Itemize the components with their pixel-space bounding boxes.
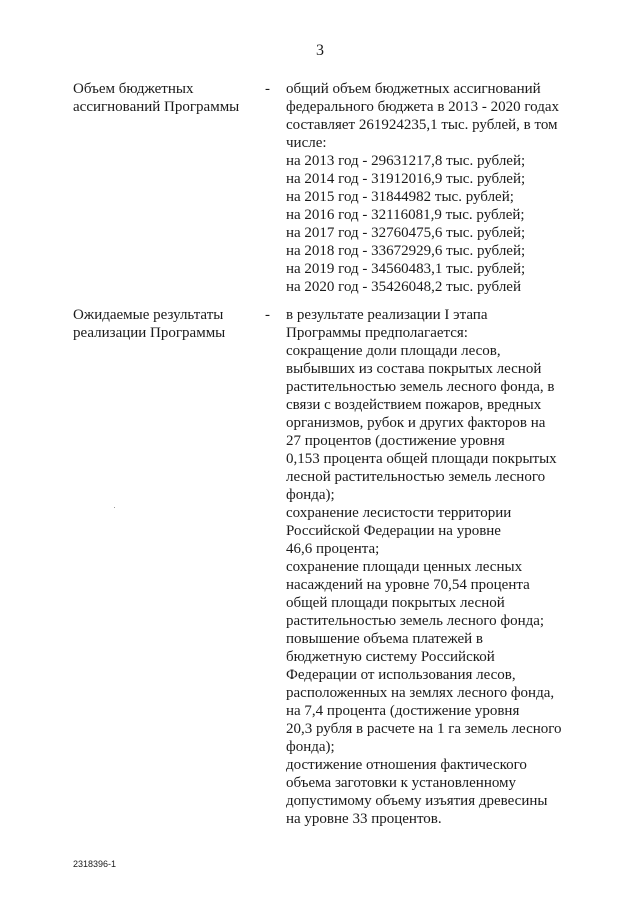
results-line: сохранение площади ценных лесных bbox=[286, 559, 523, 575]
budget-dash: - bbox=[265, 81, 270, 97]
results-dash: - bbox=[265, 307, 270, 323]
results-content bbox=[286, 306, 586, 828]
results-line: растительностью земель лесного фонда, в bbox=[286, 379, 555, 395]
budget-line: на 2016 год - 32116081,9 тыс. рублей; bbox=[286, 207, 525, 223]
results-line: 0,153 процента общей площади покрытых bbox=[286, 451, 557, 467]
budget-line: на 2020 год - 35426048,2 тыс. рублей bbox=[286, 279, 521, 295]
results-line: общей площади покрытых лесной bbox=[286, 595, 505, 611]
budget-line: на 2017 год - 32760475,6 тыс. рублей; bbox=[286, 225, 526, 241]
results-line: в результате реализации I этапа bbox=[286, 307, 488, 323]
results-line: допустимому объему изъятия древесины bbox=[286, 793, 548, 809]
results-line: выбывших из состава покрытых лесной bbox=[286, 361, 542, 377]
results-line: фонда); bbox=[286, 487, 335, 503]
results-line: Программы предполагается: bbox=[286, 325, 468, 341]
budget-line: на 2018 год - 33672929,6 тыс. рублей; bbox=[286, 243, 526, 259]
budget-content bbox=[286, 80, 586, 296]
document-code: 2318396-1 bbox=[73, 859, 117, 869]
results-line: объема заготовки к установленному bbox=[286, 775, 517, 791]
results-line: Федерации от использования лесов, bbox=[286, 667, 516, 683]
results-line: растительностью земель лесного фонда; bbox=[286, 613, 545, 629]
results-line: бюджетную систему Российской bbox=[286, 649, 495, 665]
results-line: лесной растительностью земель лесного bbox=[286, 469, 546, 485]
results-line: насаждений на уровне 70,54 процента bbox=[286, 577, 530, 593]
results-line: на уровне 33 процентов. bbox=[286, 811, 442, 827]
scan-speck bbox=[114, 507, 115, 508]
budget-line: на 2019 год - 34560483,1 тыс. рублей; bbox=[286, 261, 526, 277]
budget-line: числе: bbox=[286, 135, 327, 151]
results-line: повышение объема платежей в bbox=[286, 631, 484, 647]
results-line: связи с воздействием пожаров, вредных bbox=[286, 397, 542, 413]
results-line: 27 процентов (достижение уровня bbox=[286, 433, 505, 449]
budget-line: на 2014 год - 31912016,9 тыс. рублей; bbox=[286, 171, 526, 187]
results-line: достижение отношения фактического bbox=[286, 757, 527, 773]
budget-label-line: ассигнований Программы bbox=[73, 99, 240, 115]
budget-line: на 2013 год - 29631217,8 тыс. рублей; bbox=[286, 153, 526, 169]
results-line: организмов, рубок и других факторов на bbox=[286, 415, 546, 431]
results-line: 46,6 процента; bbox=[286, 541, 380, 557]
results-line: сохранение лесистости территории bbox=[286, 505, 512, 521]
results-line: на 7,4 процента (достижение уровня bbox=[286, 703, 520, 719]
page-number: 3 bbox=[316, 42, 324, 59]
budget-line: федерального бюджета в 2013 - 2020 годах bbox=[286, 99, 560, 115]
results-label-line: Ожидаемые результаты bbox=[73, 307, 224, 323]
results-line: фонда); bbox=[286, 739, 335, 755]
results-label-line: реализации Программы bbox=[73, 325, 226, 341]
budget-line: составляет 261924235,1 тыс. рублей, в том bbox=[286, 117, 558, 133]
budget-label-line: Объем бюджетных bbox=[73, 81, 194, 97]
results-line: Российской Федерации на уровне bbox=[286, 523, 501, 539]
results-label bbox=[73, 306, 253, 342]
budget-line: общий объем бюджетных ассигнований bbox=[286, 81, 541, 97]
results-line: расположенных на землях лесного фонда, bbox=[286, 685, 555, 701]
results-line: 20,3 рубля в расчете на 1 га земель лесного bbox=[286, 721, 562, 737]
budget-label bbox=[73, 80, 253, 116]
budget-line: на 2015 год - 31844982 тыс. рублей; bbox=[286, 189, 514, 205]
results-line: сокращение доли площади лесов, bbox=[286, 343, 501, 359]
